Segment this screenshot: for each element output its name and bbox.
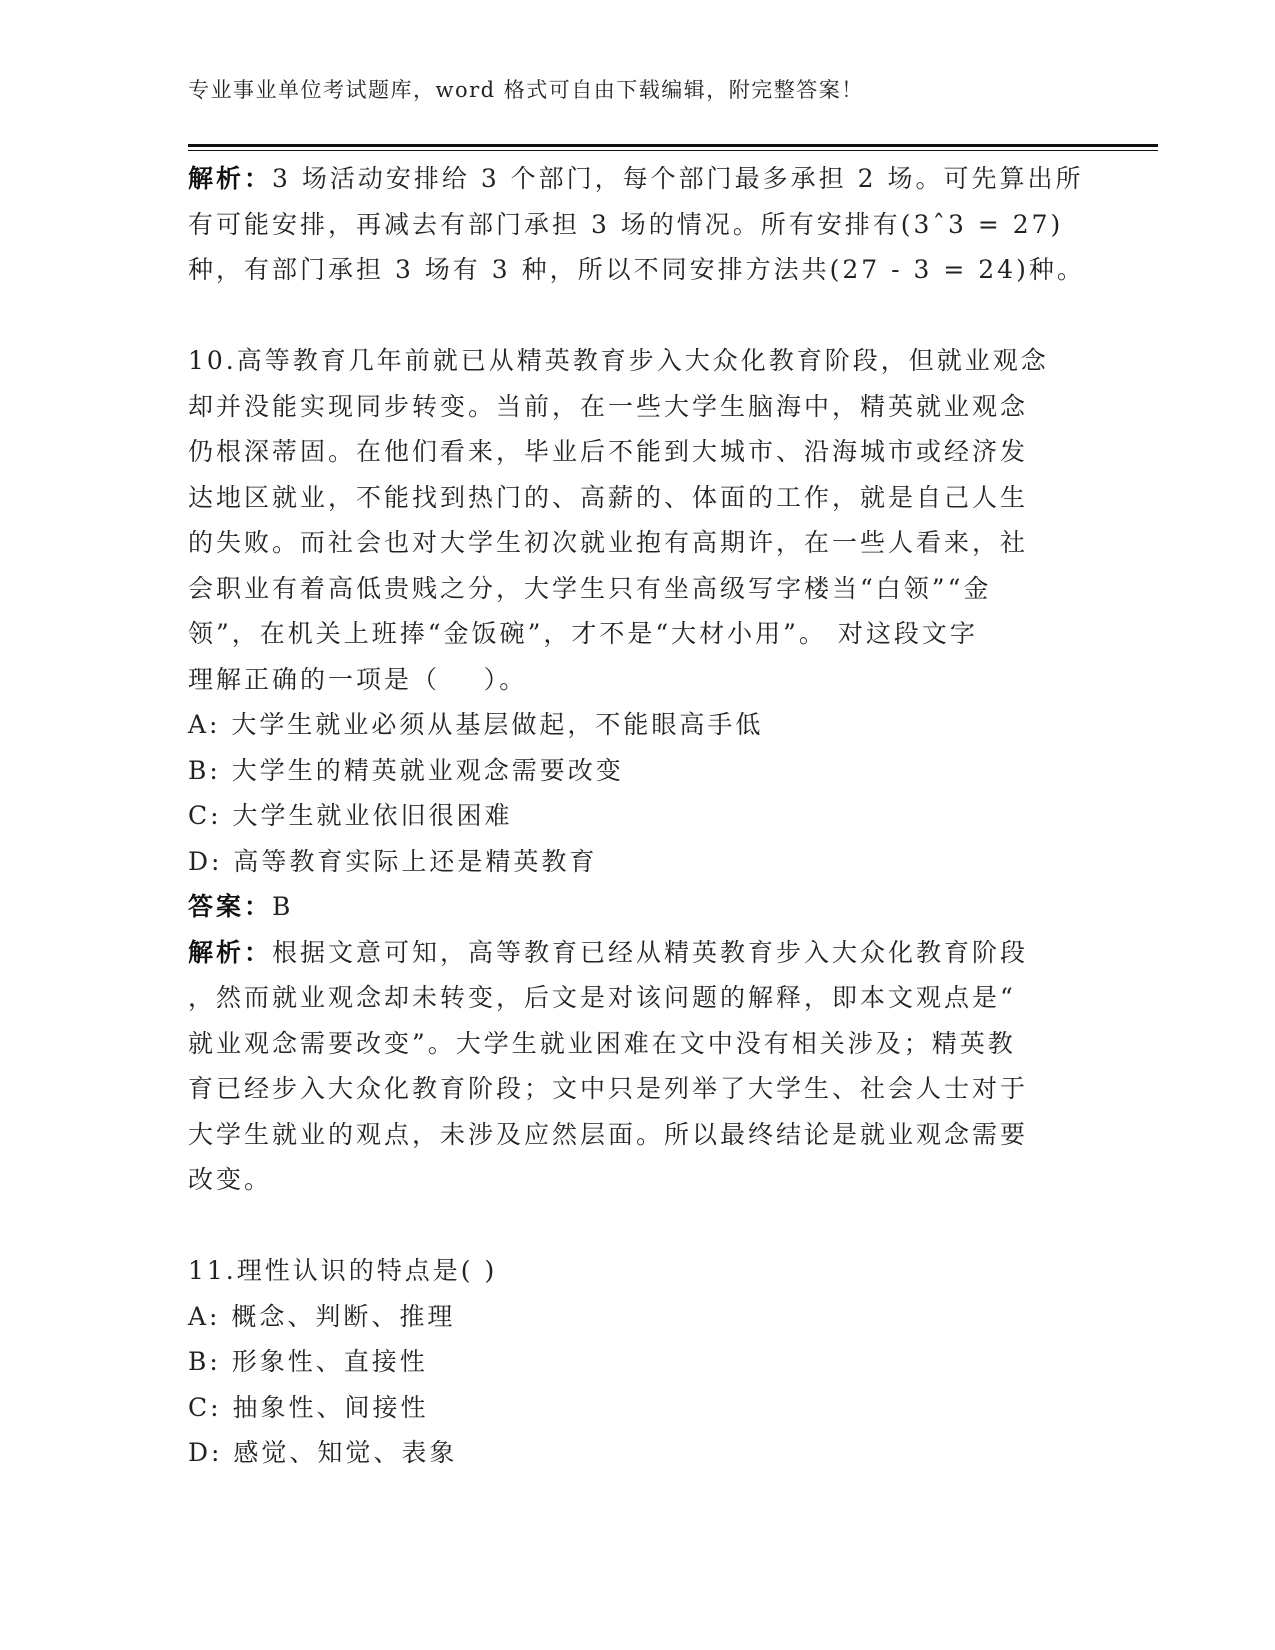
stem-line: 的失败。而社会也对大学生初次就业抱有高期许，在一些人看来，社 — [188, 528, 1029, 557]
answer-value: B — [272, 892, 294, 921]
document-body — [188, 156, 1088, 1476]
option-b: B: 形象性、直接性 — [188, 1347, 428, 1376]
analysis-line: 解析：3 场活动安排给 3 个部门，每个部门最多承担 2 场。可先算出所 — [188, 164, 1084, 193]
header-rule-thin — [188, 150, 1158, 151]
stem-line: 理解正确的一项是（ ）。 — [188, 664, 528, 694]
analysis-line: 就业观念需要改变”。大学生就业困难在文中没有相关涉及；精英教 — [188, 1028, 1016, 1058]
analysis-line: 大学生就业的观点，未涉及应然层面。所以最终结论是就业观念需要 — [188, 1119, 1029, 1149]
analysis-line: 改变。 — [188, 1165, 273, 1194]
stem-line: 却并没能实现同步转变。当前，在一些大学生脑海中，精英就业观念 — [188, 391, 1029, 421]
option-d: D: 高等教育实际上还是精英教育 — [188, 846, 598, 876]
stem-line: 10.高等教育几年前就已从精英教育步入大众化教育阶段，但就业观念 — [188, 346, 1049, 375]
option-c: C: 抽象性、间接性 — [188, 1392, 429, 1422]
spacer — [188, 293, 1088, 339]
header-rule-thick — [188, 144, 1158, 147]
answer-label: 答案： — [188, 892, 273, 921]
answer-line — [188, 884, 1088, 930]
question-11 — [188, 1248, 1088, 1476]
analysis-line: 育已经步入大众化教育阶段；文中只是列举了大学生、社会人士对于 — [188, 1074, 1029, 1103]
analysis-line: 解析：根据文意可知，高等教育已经从精英教育步入大众化教育阶段 — [188, 937, 1029, 967]
stem-line: 达地区就业，不能找到热门的、高薪的、体面的工作，就是自己人生 — [188, 482, 1029, 512]
q9-analysis — [188, 156, 1088, 293]
analysis-line: ，然而就业观念却未转变，后文是对该问题的解释，即本文观点是“ — [188, 983, 1016, 1012]
option-a: A: 大学生就业必须从基层做起，不能眼高手低 — [188, 710, 764, 739]
option-d: D: 感觉、知觉、表象 — [188, 1438, 458, 1467]
option-b: B: 大学生的精英就业观念需要改变 — [188, 755, 624, 785]
question-10 — [188, 338, 1088, 1203]
analysis-label: 解析： — [188, 937, 273, 967]
stem-line: 会职业有着高低贵贱之分，大学生只有坐高级写字楼当“白领”“金 — [188, 573, 992, 603]
analysis-line: 种，有部门承担 3 场有 3 种，所以不同安排方法共(27 - 3 = 24)种。 — [188, 255, 1085, 284]
spacer — [188, 1203, 1088, 1249]
stem-line: 仍根深蒂固。在他们看来，毕业后不能到大城市、沿海城市或经济发 — [188, 437, 1029, 466]
analysis-line: 有可能安排，再减去有部门承担 3 场的情况。所有安排有(3ˆ3 = 27) — [188, 209, 1064, 239]
page-header: 专业事业单位考试题库，word 格式可自由下载编辑，附完整答案！ — [188, 78, 864, 102]
option-c: C: 大学生就业依旧很困难 — [188, 801, 513, 830]
analysis-label: 解析： — [188, 164, 273, 193]
stem-line: 领”，在机关上班捧“金饭碗”，才不是“大材小用”。 对这段文字 — [188, 619, 978, 648]
stem-line: 11.理性认识的特点是( ) — [188, 1256, 498, 1285]
option-a: A: 概念、判断、推理 — [188, 1301, 456, 1331]
